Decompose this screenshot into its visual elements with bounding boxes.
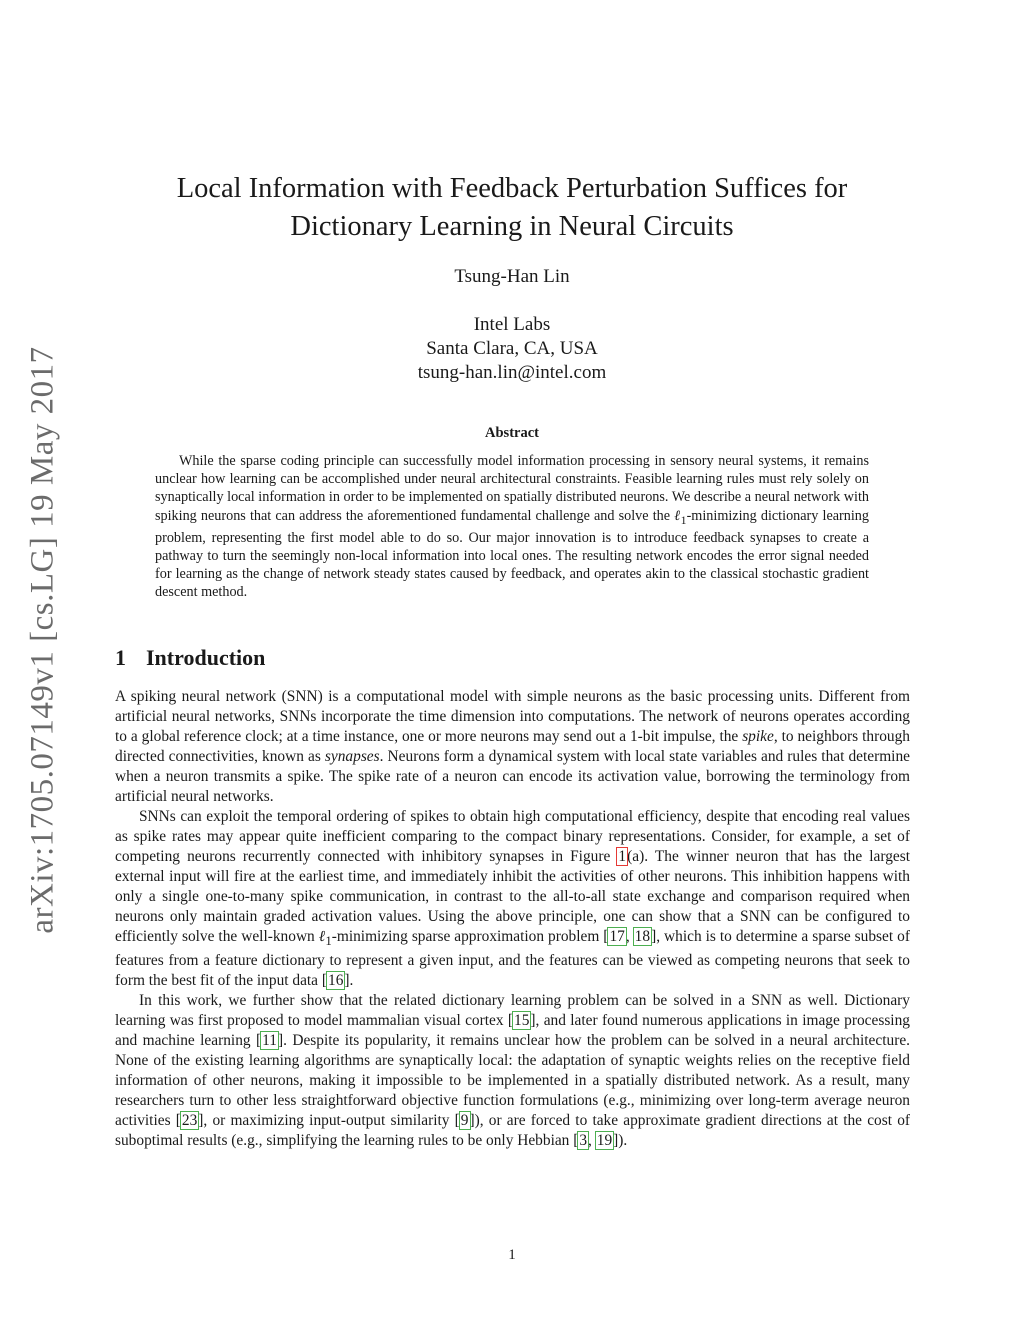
section-title: Introduction — [146, 645, 266, 670]
p1-text-a: A spiking neural network (SNN) is a computational model with simple neurons as the basic processing units. Different from artificial neural networks, SNNs incorporate the time dimension into computations. The network of neurons operates according to a global reference clock; at a time instance, one or more neurons may send out a 1-bit impulse, the — [115, 688, 910, 745]
affiliation — [140, 313, 884, 385]
p1-text-b: , to neighbors through directed connectivities, known as — [115, 728, 910, 765]
p2-text-e: ]. — [344, 972, 354, 990]
intro-paragraph-1 — [115, 687, 910, 807]
title-line-1: Local Information with Feedback Perturbation Suffices for — [176, 173, 848, 204]
citation-link[interactable]: 15 — [514, 1012, 530, 1030]
p2-text-d: ], which is to determine a sparse subset of features from a feature dictionary to represent a given input, and the features can be viewed as competing neurons that seek to form the best fit of the input data [ — [115, 928, 910, 990]
citation-link[interactable]: 19 — [596, 1132, 613, 1150]
section-number: 1 — [115, 645, 126, 670]
arxiv-identifier: arXiv:1705.07149v1 [cs.LG] 19 May 2017 — [24, 346, 61, 934]
citation-link[interactable]: 23 — [181, 1112, 198, 1130]
p2-text-a: SNNs can exploit the temporal ordering of spikes to obtain high computational efficiency, despite that encoding real values as spike rates may appear quite inefficient comparing to the compact binary representations. Consider, for example, a set of competing neurons recurrently connected with inhibitory synapses in Figure — [115, 808, 910, 865]
abstract-text-part-b: -minimizing dictionary learning problem, representing the first model able to do so. Our major innovation is to introduce feedback synapses to create a pathway to turn the seemingly non-local information into local ones. The resulting network encodes the error signal needed for learning as the change of network steady states caused by feedback, and operates akin to the classical stochastic gradient descent method. — [155, 507, 869, 601]
p1-text-c: . Neurons form a dynamical system with local state variables and rules that determine when a neuron transmits a spike. The spike rate of a neuron can encode its activation value, borrowing the terminology from artificial neural networks. — [115, 748, 910, 805]
author-email[interactable]: tsung-han.lin@intel.com — [417, 362, 607, 383]
term-spike: spike — [742, 728, 774, 745]
abstract-heading: Abstract — [485, 425, 539, 441]
citation-link[interactable]: 17 — [609, 928, 625, 945]
affiliation-org: Intel Labs — [473, 314, 551, 335]
citation-link[interactable]: 16 — [328, 972, 344, 990]
p3-text-d: ], or maximizing input-output similarity [ — [198, 1112, 460, 1130]
p3-text-a: In this work, we further show that the related dictionary learning problem can be solved in a SNN as well. Dictionary learning was first proposed to model mammalian visual cortex [ — [115, 992, 910, 1030]
intro-paragraph-2 — [115, 807, 910, 991]
ell-subscript: 1 — [325, 934, 332, 949]
paper-title — [140, 170, 884, 246]
figure-reference-link[interactable]: 1 — [618, 848, 627, 865]
p2-text-b: (a). The winner neuron that has the largest external input will fire at the earliest time, and immediately inhibit the activities of other neurons. This inhibition happens with only a single one-to-many spike communication, in contrast to the all-to-all state exchange and comparison required when neurons only maintain graded activation values. Using the above principle, one can show that a SNN can be configured to efficiently solve the well-known — [115, 848, 910, 945]
citation-link[interactable]: 11 — [262, 1032, 277, 1050]
affiliation-location: Santa Clara, CA, USA — [426, 338, 598, 359]
abstract-text — [155, 452, 869, 601]
p3-text-e: ]), or are forced to take approximate gradient directions at the cost of suboptimal results (e.g., simplifying the learning rules to be only Hebbian [ — [115, 1112, 911, 1150]
abstract-text-part-a: While the sparse coding principle can successfully model information processing in sensory neural systems, it remains unclear how learning can be accomplished under neural architectural constraints. Feasible learning rules must rely solely on synaptically local information in order to be implemented on spatially distributed neurons. We describe a neural network with spiking neurons that can address the aforementioned fundamental challenge and solve the — [155, 453, 869, 524]
p3-text-f: ]). — [613, 1132, 628, 1150]
p2-text-c: -minimizing sparse approximation problem [ — [331, 928, 609, 945]
intro-paragraph-3 — [115, 991, 910, 1151]
citation-link[interactable]: 9 — [460, 1112, 469, 1130]
author-name: Tsung-Han Lin — [454, 266, 570, 287]
p3-text-c: ]. Despite its popularity, it remains unclear how the problem can be solved in a neural architecture. None of the existing learning algorithms are synaptically local: the adaptation of synaptic weights relies on the receptive field information of other neurons, making it impossible to be implemented in a spatially distributed network. As a result, many researchers turn to other less straightforward objective function formulations (e.g., minimizing over long-term average neuron activities [ — [115, 1032, 910, 1130]
ell-subscript: 1 — [680, 512, 687, 527]
citation-link[interactable]: 18 — [634, 928, 651, 945]
citation-link[interactable]: 3 — [579, 1132, 588, 1150]
section-heading-introduction — [115, 645, 265, 671]
ell-symbol: ℓ — [674, 507, 681, 524]
citation-separator: , — [588, 1132, 596, 1150]
ell-symbol: ℓ — [318, 928, 326, 945]
citation-separator: , — [625, 928, 634, 945]
title-line-2: Dictionary Learning in Neural Circuits — [290, 211, 734, 242]
term-synapses: synapses — [324, 748, 380, 765]
introduction-body — [115, 687, 910, 1151]
p3-text-b: ], and later found numerous applications in image processing and machine learning [ — [115, 1012, 910, 1050]
page-number: 1 — [508, 1247, 516, 1263]
